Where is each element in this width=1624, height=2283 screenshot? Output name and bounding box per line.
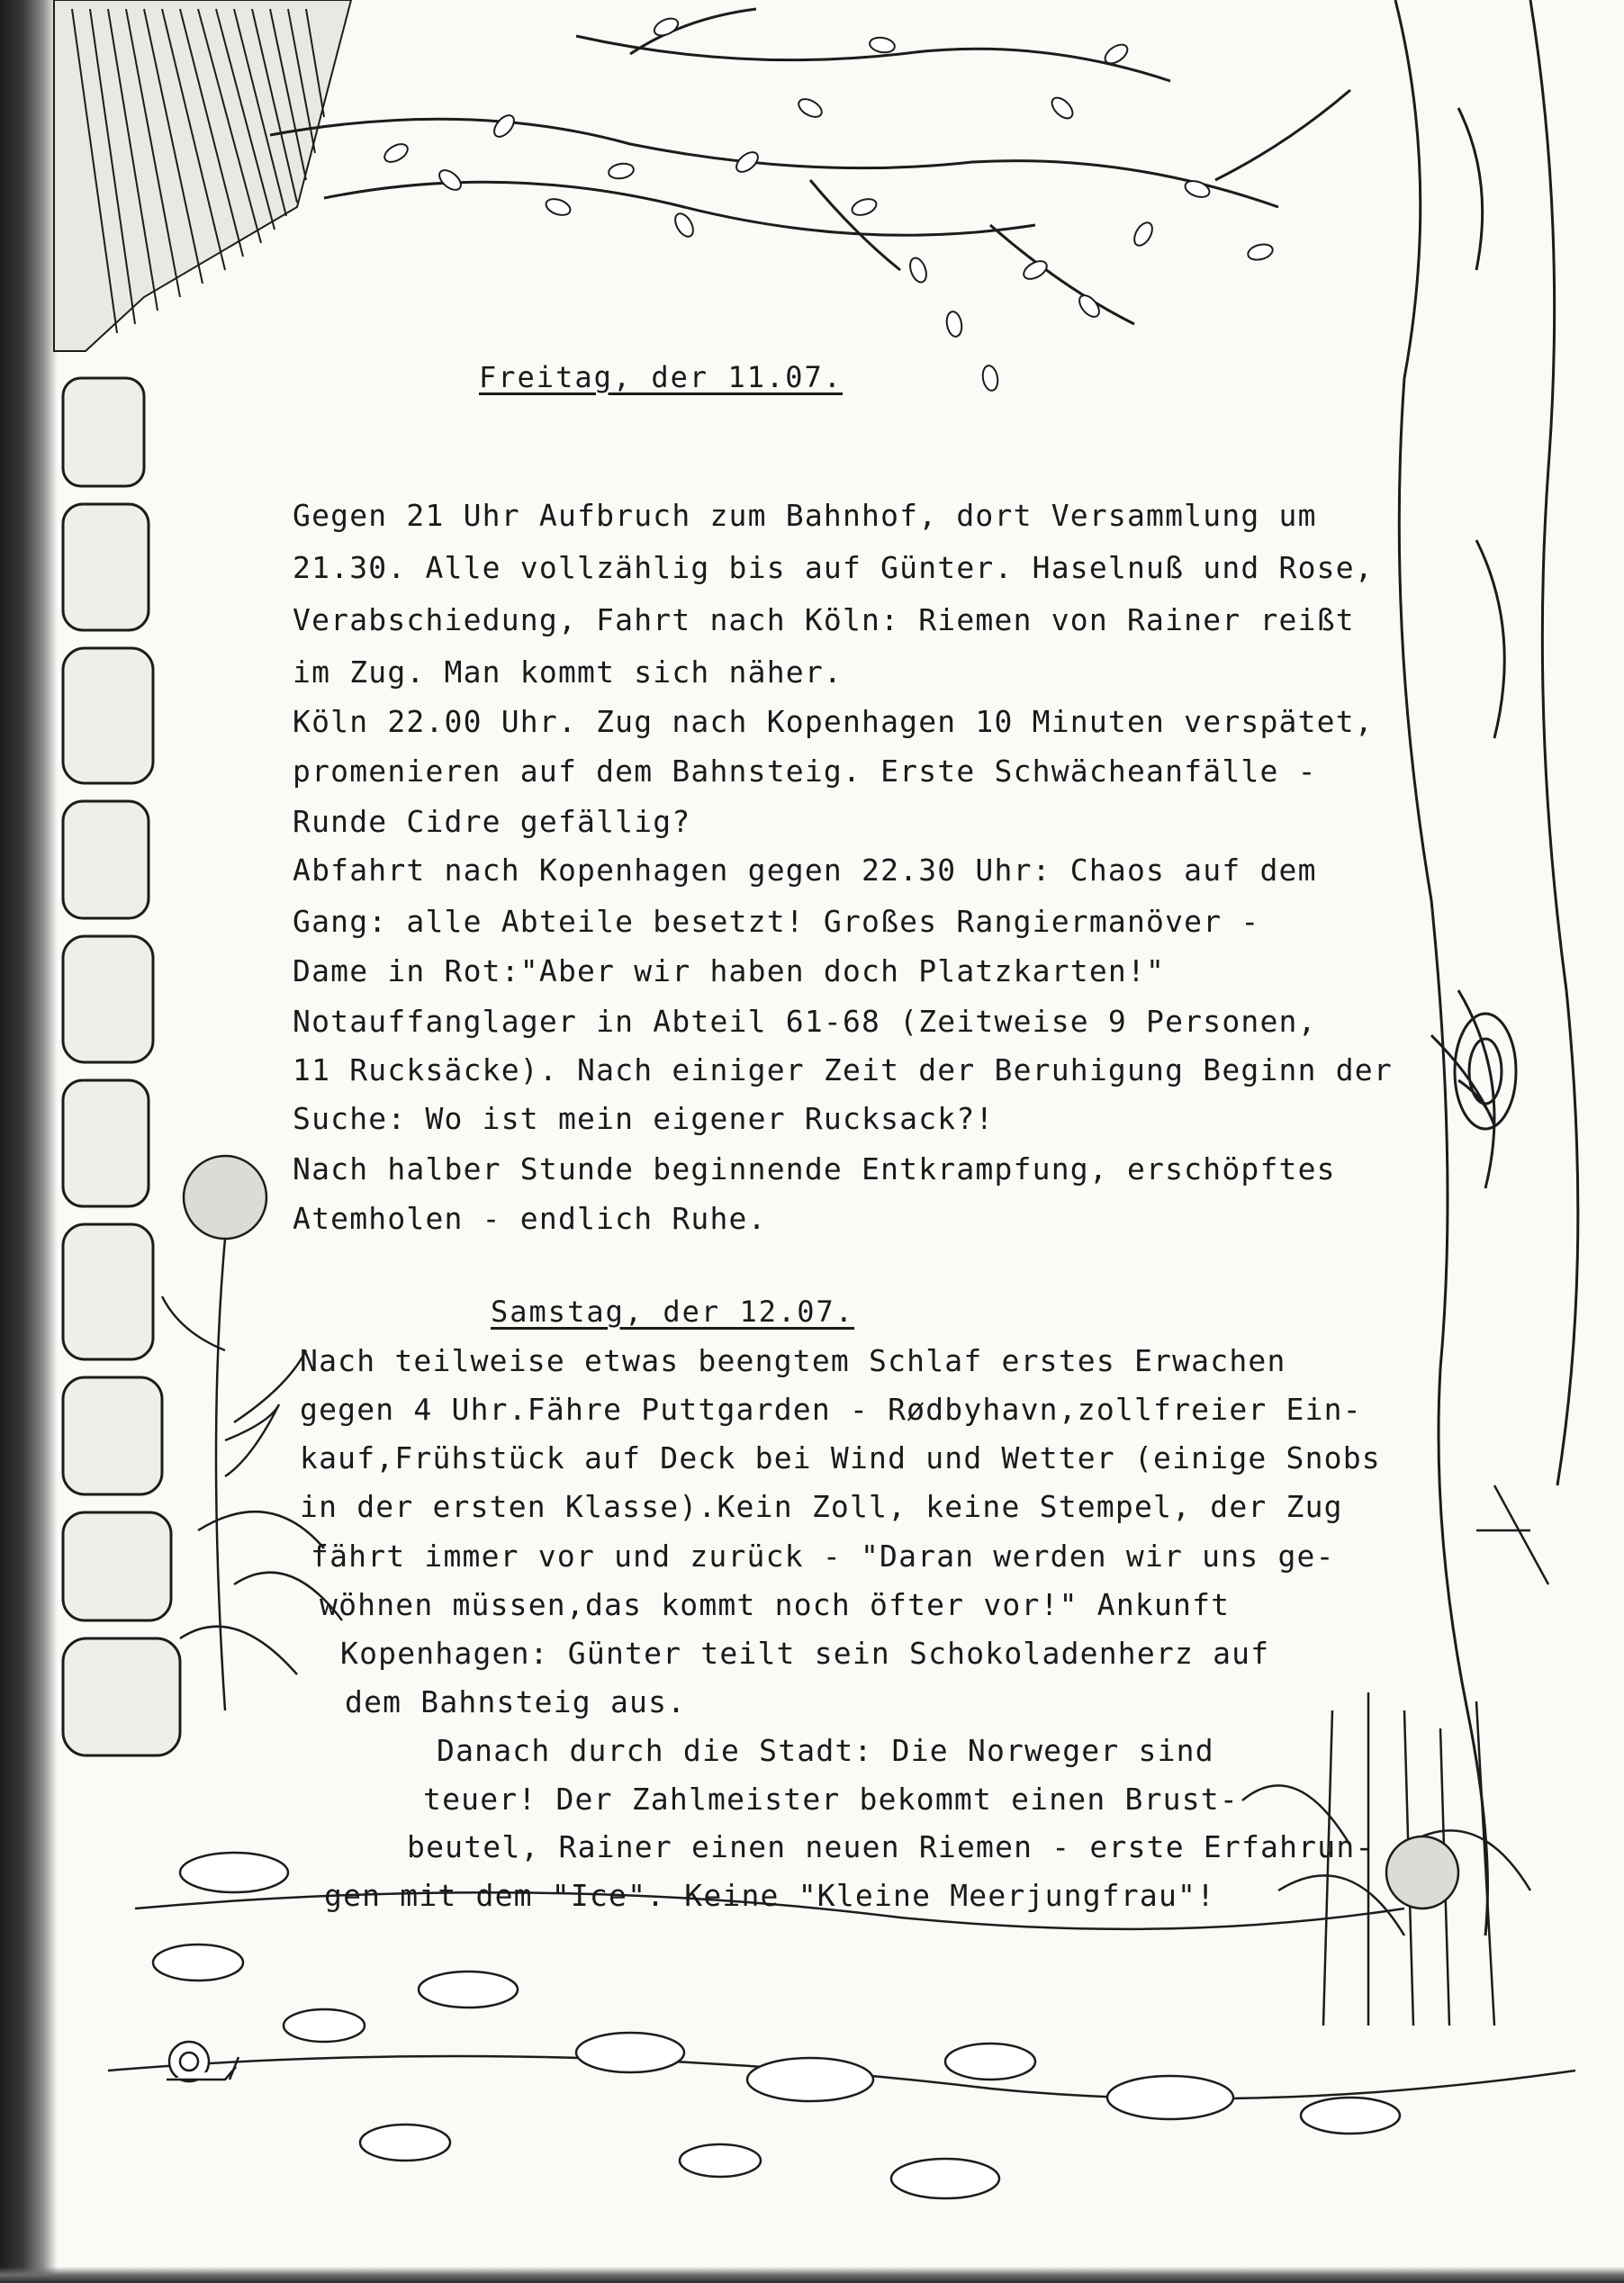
text-line: wöhnen müssen,das kommt noch öfter vor!" Ankunft (320, 1587, 1231, 1622)
text-line: Gang: alle Abteile besetzt! Großes Rangiermanöver - (293, 904, 1260, 939)
text-line: Notauffanglager in Abteil 61-68 (Zeitweise 9 Personen, (293, 1004, 1317, 1039)
text-line: Abfahrt nach Kopenhagen gegen 22.30 Uhr: Chaos auf dem (293, 853, 1317, 888)
text-line: Verabschiedung, Fahrt nach Köln: Riemen von Rainer reißt (293, 602, 1355, 637)
text-line: teuer! Der Zahlmeister bekommt einen Brust- (423, 1782, 1239, 1817)
stone-wall-icon (63, 378, 180, 1755)
text-line: in der ersten Klasse).Kein Zoll, keine Stempel, der Zug (300, 1489, 1343, 1524)
tree-branches-icon (270, 9, 1350, 324)
text-line: Köln 22.00 Uhr. Zug nach Kopenhagen 10 Minuten verspätet, (293, 704, 1374, 739)
flower-plant-icon (162, 1156, 342, 1710)
text-line: Kopenhagen: Günter teilt sein Schokoladenherz auf (340, 1636, 1270, 1671)
text-line: Nach teilweise etwas beengtem Schlaf erstes Erwachen (300, 1343, 1286, 1378)
text-line: beutel, Rainer einen neuen Riemen - erste Erfahrun- (407, 1829, 1375, 1864)
text-line: gegen 4 Uhr.Fähre Puttgarden - Rødbyhavn,zollfreier Ein- (300, 1392, 1362, 1427)
text-line: Nach halber Stunde beginnende Entkrampfung, erschöpftes (293, 1151, 1336, 1187)
text-line: 21.30. Alle vollzählig bis auf Günter. Haselnuß und Rose, (293, 550, 1374, 585)
text-line: 11 Rucksäcke). Nach einiger Zeit der Beruhigung Beginn der (293, 1052, 1393, 1087)
text-line: Suche: Wo ist mein eigener Rucksack?! (293, 1101, 995, 1136)
text-line: kauf,Frühstück auf Deck bei Wind und Wetter (einige Snobs (300, 1440, 1381, 1475)
text-line: Gegen 21 Uhr Aufbruch zum Bahnhof, dort Versammlung um (293, 498, 1317, 533)
text-line: dem Bahnsteig aus. (345, 1684, 687, 1719)
thatched-roof-icon (54, 0, 351, 351)
text-line: Runde Cidre gefällig? (293, 804, 691, 839)
text-line: promenieren auf dem Bahnsteig. Erste Schwächeanfälle - (293, 753, 1317, 789)
text-line: fährt immer vor und zurück - "Daran werden wir uns ge- (311, 1539, 1335, 1574)
text-line: Atemholen - endlich Ruhe. (293, 1201, 767, 1236)
section-heading-saturday: Samstag, der 12.07. (491, 1295, 855, 1329)
text-line: Dame in Rot:"Aber wir haben doch Platzkarten!" (293, 953, 1166, 988)
text-line: Danach durch die Stadt: Die Norweger sind (437, 1733, 1214, 1768)
bottom-edge-shadow (0, 2267, 1624, 2283)
text-line: gen mit dem "Ice". Keine "Kleine Meerjungfrau"! (324, 1878, 1216, 1913)
section-heading-friday: Freitag, der 11.07. (479, 360, 844, 394)
text-line: im Zug. Man kommt sich näher. (293, 654, 843, 690)
tree-trunk-icon (1395, 0, 1578, 1936)
